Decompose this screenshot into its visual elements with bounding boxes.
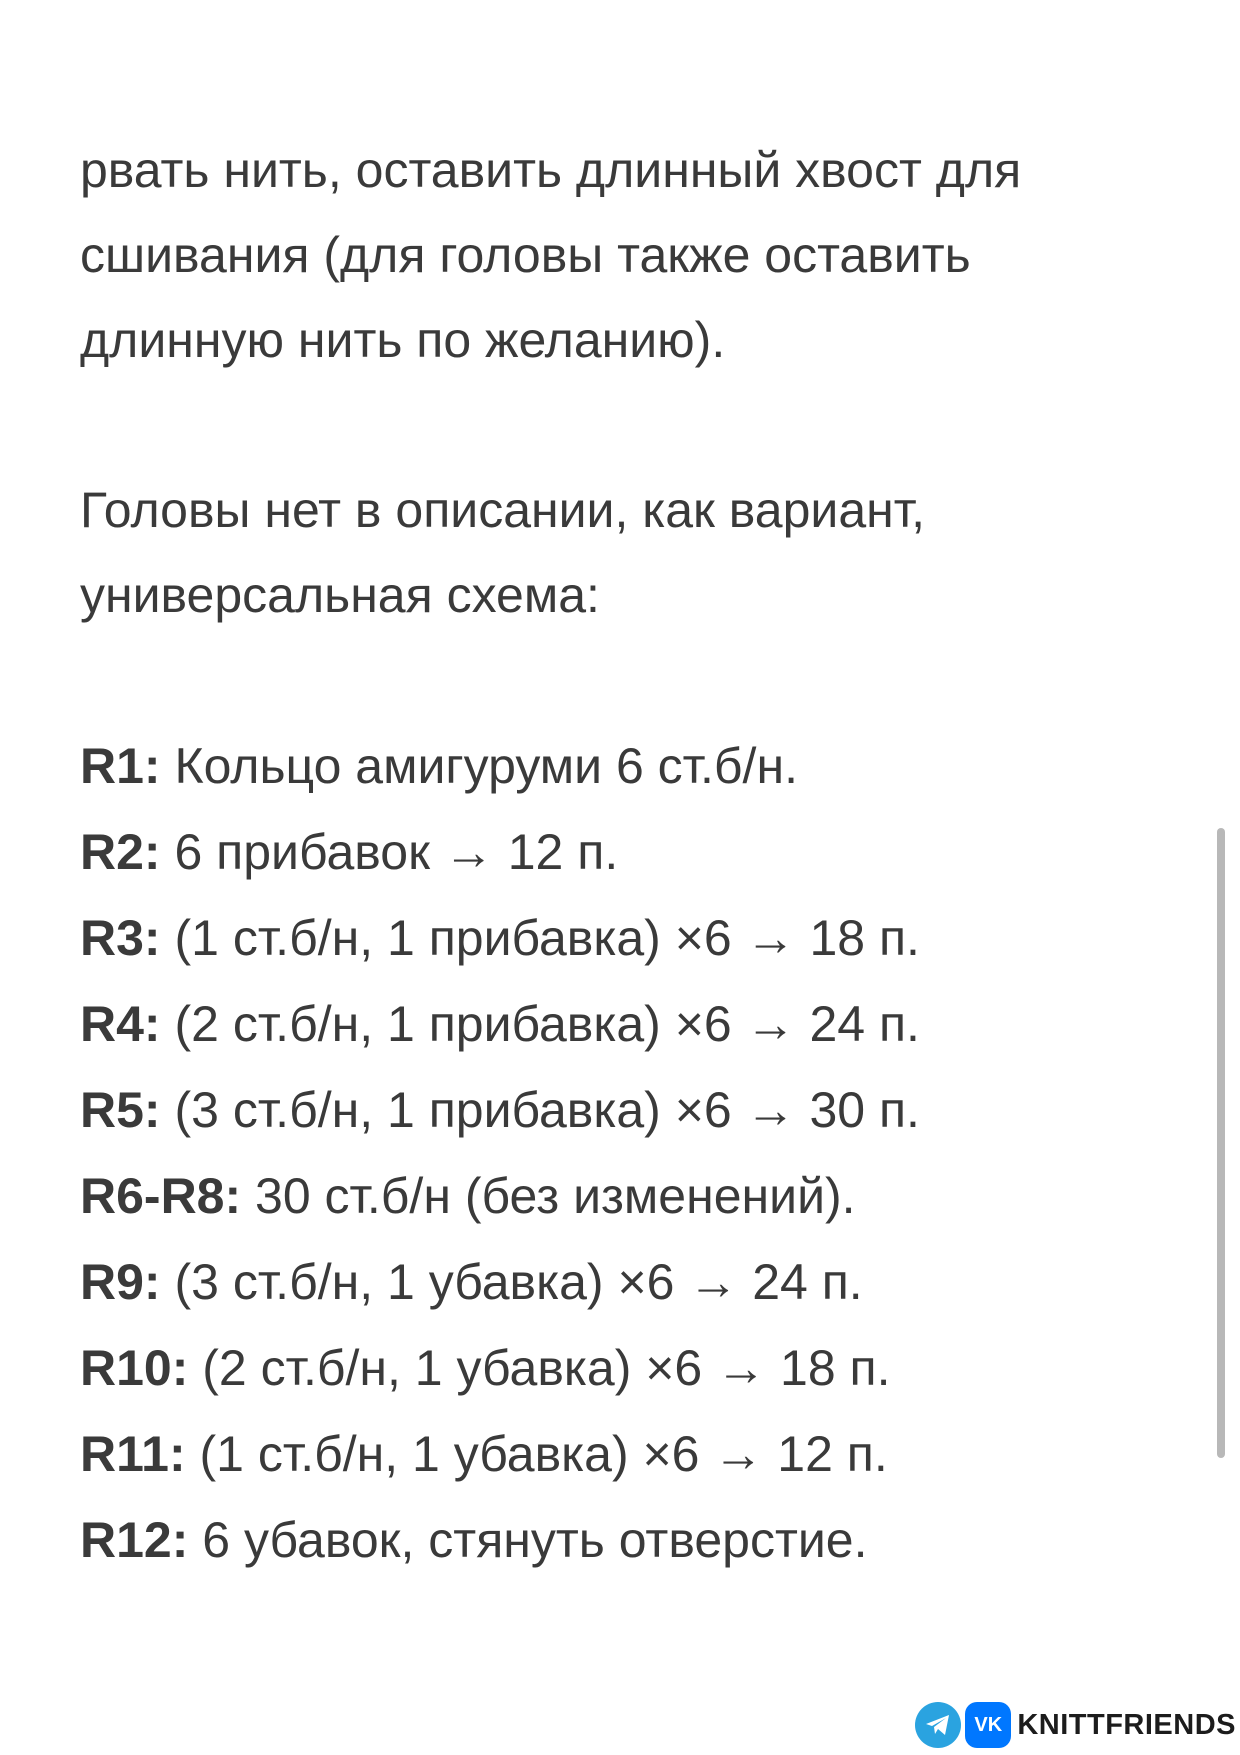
text-line: длинную нить по желанию). (80, 312, 726, 368)
row-text: (3 ст.б/н, 1 прибавка) ×6 → 30 п. (160, 1082, 920, 1138)
head-paragraph (80, 468, 1180, 638)
row-label: R5: (80, 1082, 161, 1138)
row-label: R6-R8: (80, 1168, 242, 1224)
pattern-row (80, 1153, 1180, 1239)
pattern-row (80, 1067, 1180, 1153)
pattern-row (80, 981, 1180, 1067)
pattern-rows (80, 723, 1180, 1583)
watermark-text: KNITTFRIENDS (1017, 1708, 1236, 1741)
pattern-row (80, 1325, 1180, 1411)
vertical-scrollbar[interactable] (1217, 828, 1225, 1458)
pattern-row (80, 1239, 1180, 1325)
row-text: 6 убавок, стянуть отверстие. (188, 1512, 868, 1568)
pattern-row (80, 809, 1180, 895)
intro-paragraph (80, 128, 1180, 383)
row-label: R3: (80, 910, 161, 966)
telegram-icon (915, 1702, 961, 1748)
text-line: универсальная схема: (80, 567, 600, 623)
pattern-row (80, 1411, 1180, 1497)
row-label: R11: (80, 1426, 186, 1482)
text-line: рвать нить, оставить длинный хвост для (80, 142, 1022, 198)
row-text: Кольцо амигуруми 6 ст.б/н. (160, 738, 798, 794)
watermark (915, 1701, 1236, 1749)
row-label: R1: (80, 738, 161, 794)
pattern-row (80, 1497, 1180, 1583)
row-label: R2: (80, 824, 161, 880)
row-label: R12: (80, 1512, 189, 1568)
pattern-row (80, 895, 1180, 981)
row-label: R9: (80, 1254, 161, 1310)
article-content (80, 128, 1180, 1583)
text-line: Головы нет в описании, как вариант, (80, 482, 926, 538)
row-text: (1 ст.б/н, 1 прибавка) ×6 → 18 п. (160, 910, 920, 966)
row-text: (3 ст.б/н, 1 убавка) ×6 → 24 п. (160, 1254, 863, 1310)
row-text: 6 прибавок → 12 п. (160, 824, 619, 880)
vk-icon: VK (965, 1702, 1011, 1748)
row-text: 30 ст.б/н (без изменений). (241, 1168, 856, 1224)
text-line: сшивания (для головы также оставить (80, 227, 971, 283)
row-text: (1 ст.б/н, 1 убавка) ×6 → 12 п. (185, 1426, 888, 1482)
row-label: R10: (80, 1340, 189, 1396)
row-text: (2 ст.б/н, 1 убавка) ×6 → 18 п. (188, 1340, 891, 1396)
row-label: R4: (80, 996, 161, 1052)
row-text: (2 ст.б/н, 1 прибавка) ×6 → 24 п. (160, 996, 920, 1052)
pattern-row (80, 723, 1180, 809)
